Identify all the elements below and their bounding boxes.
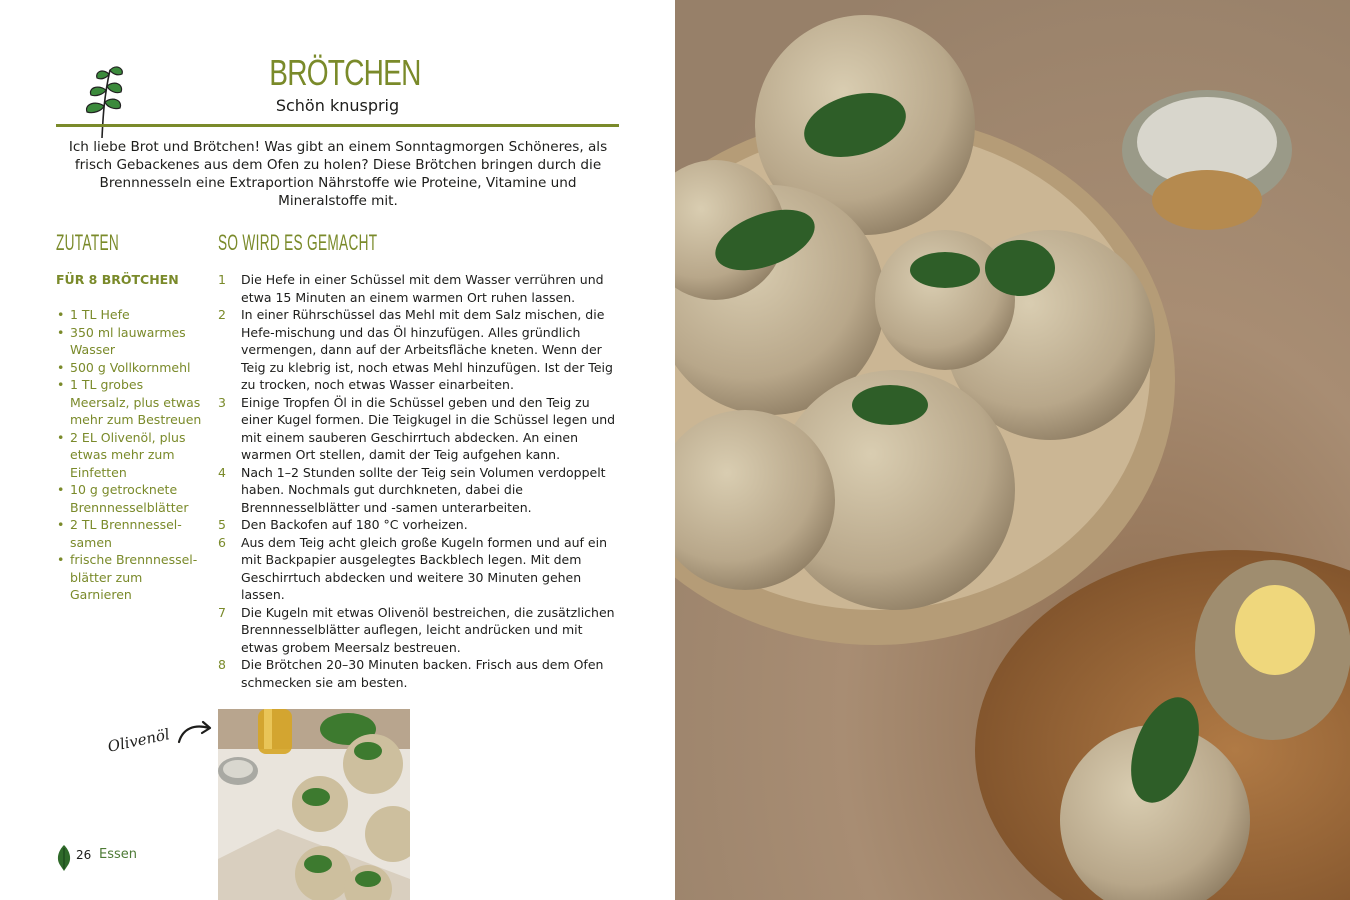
section-name: Essen (99, 847, 137, 862)
step-number: 3 (218, 394, 226, 410)
step-text: Einige Tropfen Öl in die Schüssel geben und den Teig zu einer Kugel formen. Die Teigkugel in die Schüssel legen und mit einem sauberen Geschirrtuch abdecken. An einen warmen Ort stellen, damit der Teig aufgehen kann. (241, 394, 616, 462)
method-step (218, 464, 620, 517)
ingredient-item: • 500 g Vollkornmehl (56, 359, 206, 377)
step-text: Aus dem Teig acht gleich große Kugeln formen und auf ein mit Backpapier ausgelegtes Backblech legen. Mit dem Geschirrtuch abdecken und weitere 30 Minuten gehen lassen. (241, 534, 607, 602)
method-steps (218, 271, 620, 691)
ingredients-heading: ZUTATEN (56, 230, 120, 255)
step-text: Nach 1–2 Stunden sollte der Teig sein Volumen verdoppelt haben. Nochmals gut durchkneten, dabei die Brennnesselblätter und -samen unterarbeiten. (241, 464, 606, 515)
arrow-icon (175, 718, 215, 748)
ingredient-item: • 2 EL Olivenöl, plus etwas mehr zum Einfetten (56, 429, 206, 482)
step-text: Die Kugeln mit etwas Olivenöl bestreichen, die zusätzlichen Brennnesselblätter auflegen, leicht andrücken und mit etwas grobem Meersalz bestreuen. (241, 604, 615, 655)
ingredient-item: • 10 g getrocknete Brennnesselblätter (56, 481, 206, 516)
bread-rolls-photo (675, 0, 1350, 900)
ingredient-item: • frische Brennnessel-blätter zum Garnieren (56, 551, 206, 604)
step-number: 6 (218, 534, 226, 550)
method-step (218, 271, 620, 306)
step-number: 8 (218, 657, 226, 672)
method-step (218, 394, 620, 464)
step-text: In einer Rührschüssel das Mehl mit dem Salz mischen, die Hefe-mischung und das Öl hinzufügen. Alles gründlich vermengen, dann auf der Arbeitsfläche kneten. Wenn der Teig zu klebrig ist, noch etwas Mehl hinzufügen. Ist der Teig zu trocken, noch etwas Wasser einarbeiten. (241, 307, 613, 392)
nettle-leaf-icon (56, 845, 72, 871)
ingredient-list (56, 306, 206, 604)
step-number: 1 (218, 272, 226, 287)
method-step (218, 516, 620, 534)
recipe-title: BRÖTCHEN (269, 52, 421, 93)
method-step (218, 534, 620, 604)
step-number: 2 (218, 307, 226, 322)
method-heading: SO WIRD ES GEMACHT (218, 230, 378, 255)
step-text: Die Brötchen 20–30 Minuten backen. Frisch aus dem Ofen schmecken sie am besten. (241, 657, 604, 690)
header-divider (56, 124, 619, 127)
page-number: 26 (76, 848, 92, 862)
method-step (218, 656, 620, 691)
ingredient-item: • 2 TL Brennnessel-samen (56, 516, 206, 551)
nettle-sprig-icon (78, 62, 130, 140)
step-number: 5 (218, 517, 226, 532)
step-number: 4 (218, 464, 226, 480)
serves-label: FÜR 8 BRÖTCHEN (56, 272, 179, 287)
method-step (218, 306, 620, 394)
intro-paragraph: Ich liebe Brot und Brötchen! Was gibt an einem Sonntagmorgen Schöneres, als frisch Gebackenes aus dem Ofen zu holen? Diese Brötchen bringen durch die Brennnesseln eine Extraportion Nährstoffe wie Proteine, Vitamine und Mineralstoffe mit. (68, 139, 608, 209)
ingredient-item: • 350 ml lauwarmes Wasser (56, 324, 206, 359)
ingredient-item: • 1 TL grobes Meersalz, plus etwas mehr zum Bestreuen (56, 376, 206, 429)
recipe-subtitle: Schön knusprig (275, 96, 400, 115)
olive-oil-note: Olivenöl (106, 725, 172, 756)
step-text: Die Hefe in einer Schüssel mit dem Wasser verrühren und etwa 15 Minuten an einem warmen Ort ruhen lassen. (241, 272, 604, 305)
dough-balls-photo (218, 709, 410, 900)
step-text: Den Backofen auf 180 °C vorheizen. (241, 517, 468, 532)
step-number: 7 (218, 604, 226, 620)
method-step (218, 604, 620, 657)
ingredient-item: • 1 TL Hefe (56, 306, 206, 324)
